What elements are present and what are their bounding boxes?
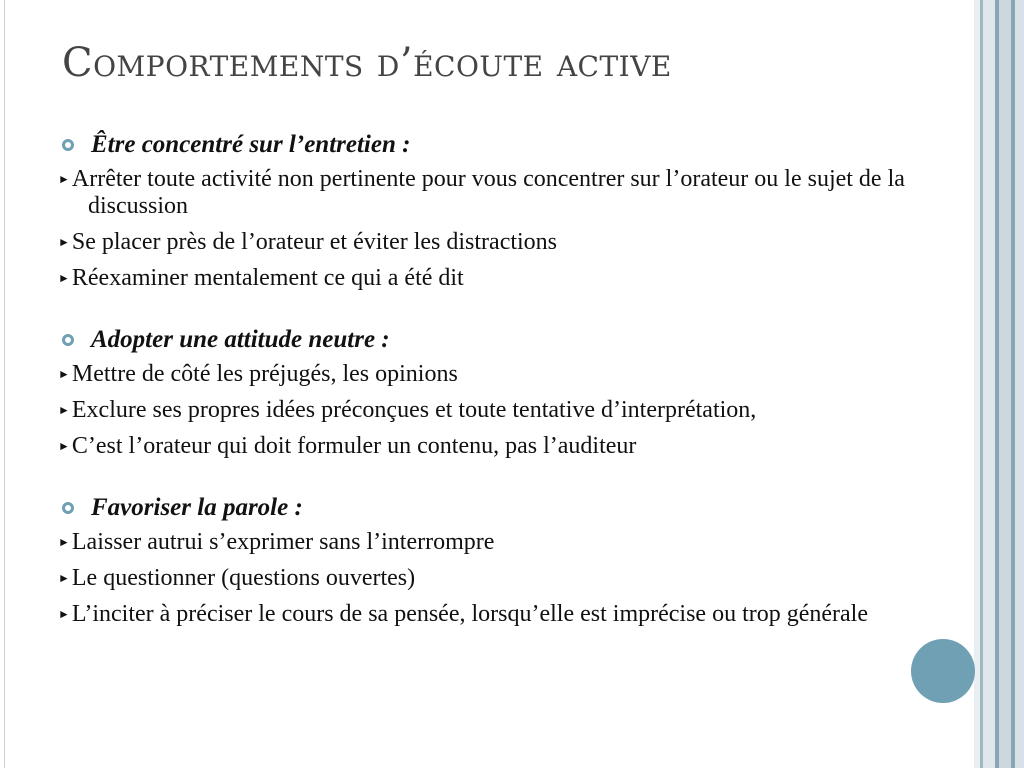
triangle-arrow-icon: ►	[58, 403, 70, 417]
section-encourage-speech	[58, 491, 942, 633]
section-concentration	[58, 128, 942, 297]
section-heading: Adopter une attitude neutre :	[62, 323, 942, 357]
triangle-arrow-icon: ►	[58, 535, 70, 549]
ring-bullet-icon	[62, 502, 74, 514]
right-decorative-stripes	[974, 0, 1024, 768]
decorative-circle	[911, 639, 975, 703]
list-item: ►Réexaminer mentalement ce qui a été dit	[58, 265, 464, 291]
list-item: ►Arrêter toute activité non pertinente pour vous concentrer sur l’orateur ou le sujet de la discussion	[58, 166, 905, 219]
triangle-arrow-icon: ►	[58, 367, 70, 381]
ring-bullet-icon	[62, 139, 74, 151]
list-item: ►Laisser autrui s’exprimer sans l’interrompre	[58, 529, 495, 555]
triangle-arrow-icon: ►	[58, 172, 70, 186]
list-item: ►Mettre de côté les préjugés, les opinions	[58, 361, 458, 387]
list-item: ►Se placer près de l’orateur et éviter les distractions	[58, 229, 558, 255]
section-neutral-attitude	[58, 323, 942, 465]
list-item: ►Exclure ses propres idées préconçues et toute tentative d’interprétation,	[58, 397, 757, 423]
left-border-line	[4, 0, 5, 768]
slide-content	[58, 128, 942, 659]
section-heading: Être concentré sur l’entretien :	[62, 128, 942, 162]
triangle-arrow-icon: ►	[58, 571, 70, 585]
list-item: ►L’inciter à préciser le cours de sa pensée, lorsqu’elle est imprécise ou trop générale	[58, 601, 869, 627]
slide-title: Comportements d’écoute active	[62, 40, 672, 86]
list-item: ►Le questionner (questions ouvertes)	[58, 565, 416, 591]
triangle-arrow-icon: ►	[58, 607, 70, 621]
triangle-arrow-icon: ►	[58, 271, 70, 285]
ring-bullet-icon	[62, 334, 74, 346]
triangle-arrow-icon: ►	[58, 439, 70, 453]
triangle-arrow-icon: ►	[58, 235, 70, 249]
list-item: ►C’est l’orateur qui doit formuler un contenu, pas l’auditeur	[58, 433, 637, 459]
section-heading: Favoriser la parole :	[62, 491, 942, 525]
